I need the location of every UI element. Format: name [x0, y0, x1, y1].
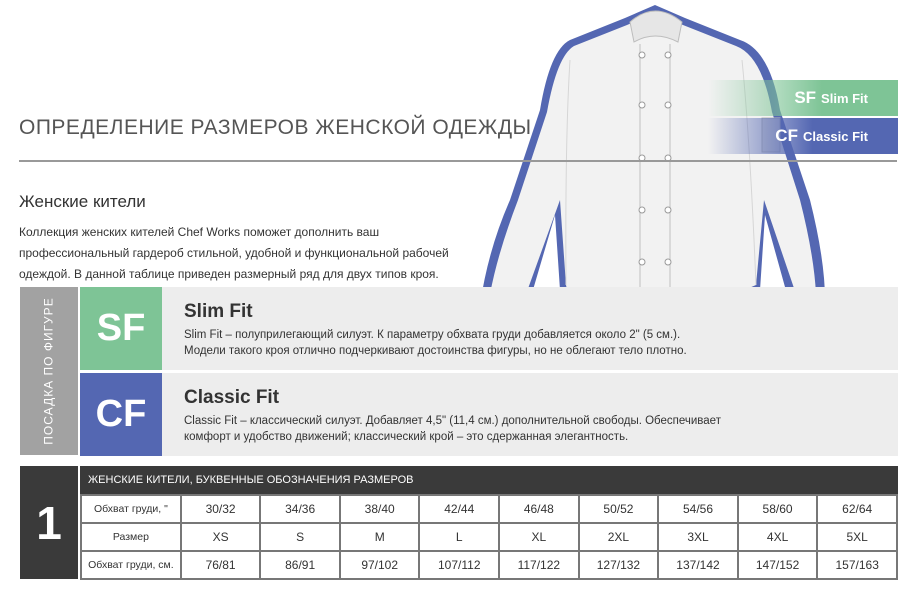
- fit-desc-line: Slim Fit – полуприлегающий силуэт. К параметру обхвата груди добавляется около 2" (5 см.).: [184, 329, 681, 341]
- table-cell: 107/112: [419, 551, 499, 579]
- table-cell: 46/48: [499, 495, 579, 523]
- intro-paragraph: Коллекция женских кителей Chef Works поможет дополнить ваш профессиональный гардероб стильной, удобной и функциональной рабочей одеждой. В данной таблице приведен размерный ряд для двух типов кроя.: [19, 225, 449, 281]
- fit-desc-line: комфорт и удобство движений; классический крой – это сдержанная элегантность.: [184, 431, 629, 443]
- fit-desc-line: Модели такого кроя отлично подчеркивают достоинства фигуры, но не облегают тело плотно.: [184, 345, 687, 357]
- table-cell: 97/102: [340, 551, 420, 579]
- table-cell: 117/122: [499, 551, 579, 579]
- table-cell: 3XL: [658, 523, 738, 551]
- table-row: [81, 551, 897, 579]
- chef-jacket-illustration: [470, 0, 850, 330]
- fit-row-classic: [80, 373, 898, 456]
- table-row: [81, 495, 897, 523]
- fit-row-slim: [80, 287, 898, 370]
- fit-code: CF: [80, 373, 162, 456]
- table-cell: 50/52: [579, 495, 659, 523]
- table-cell: 2XL: [579, 523, 659, 551]
- fit-side-label: [20, 287, 78, 455]
- slim-fit-badge: [708, 80, 898, 116]
- table-cell: 30/32: [181, 495, 261, 523]
- badge-code: CF: [775, 126, 798, 145]
- table-cell: S: [260, 523, 340, 551]
- badge-label: Slim Fit: [821, 90, 868, 106]
- table-cell: 137/142: [658, 551, 738, 579]
- row-label: Размер: [81, 523, 181, 551]
- table-cell: 76/81: [181, 551, 261, 579]
- table-cell: M: [340, 523, 420, 551]
- row-label: Обхват груди, ": [81, 495, 181, 523]
- row-label: Обхват груди, см.: [81, 551, 181, 579]
- table-cell: L: [419, 523, 499, 551]
- table-cell: 4XL: [738, 523, 818, 551]
- table-cell: XL: [499, 523, 579, 551]
- table-cell: 38/40: [340, 495, 420, 523]
- fit-desc-line: Classic Fit – классический силуэт. Добавляет 4,5" (11,4 см.) дополнительной свободы. Обеспечивает: [184, 415, 721, 427]
- table-row: [81, 523, 897, 551]
- table-cell: 127/132: [579, 551, 659, 579]
- table-cell: 86/91: [260, 551, 340, 579]
- fit-name: Classic Fit: [184, 387, 280, 408]
- size-table: [80, 494, 898, 580]
- table-cell: 5XL: [817, 523, 897, 551]
- page-title: ОПРЕДЕЛЕНИЕ РАЗМЕРОВ ЖЕНСКОЙ ОДЕЖДЫ: [19, 116, 532, 139]
- table-header: ЖЕНСКИЕ КИТЕЛИ, БУКВЕННЫЕ ОБОЗНАЧЕНИЯ РАЗМЕРОВ: [80, 466, 898, 494]
- table-cell: 58/60: [738, 495, 818, 523]
- fit-description: [184, 327, 864, 359]
- fit-name: Slim Fit: [184, 301, 253, 322]
- table-number: 1: [20, 466, 78, 579]
- badge-label: Classic Fit: [802, 128, 868, 144]
- table-cell: 147/152: [738, 551, 818, 579]
- fit-side-text: ПОСАДКА ПО ФИГУРЕ: [42, 297, 57, 445]
- table-cell: 42/44: [419, 495, 499, 523]
- section-subtitle: Женские кители: [19, 192, 146, 211]
- classic-fit-badge: [708, 118, 898, 154]
- badge-code: SF: [794, 88, 817, 107]
- title-divider: [19, 160, 897, 162]
- table-cell: 54/56: [658, 495, 738, 523]
- table-cell: 157/163: [817, 551, 897, 579]
- table-cell: 62/64: [817, 495, 897, 523]
- table-cell: 34/36: [260, 495, 340, 523]
- fit-description: [184, 413, 864, 445]
- table-cell: XS: [181, 523, 261, 551]
- fit-code: SF: [80, 287, 162, 370]
